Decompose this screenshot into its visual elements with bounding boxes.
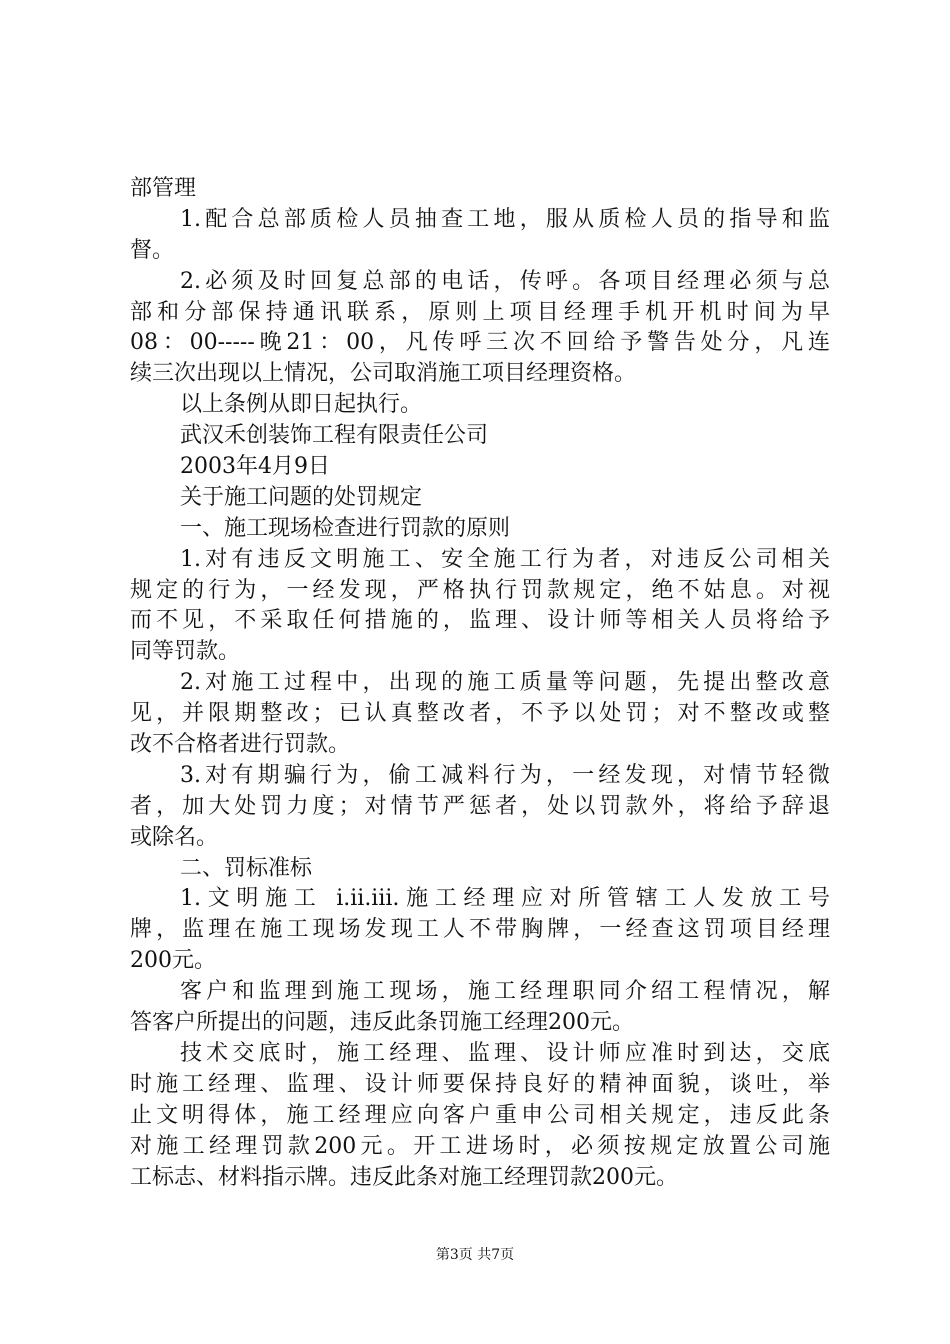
text-line: 2.必须及时回复总部的电话，传呼。各项目经理必须与总: [180, 268, 830, 294]
text-line: 者，加大处罚力度；对情节严惩者，处以罚款外，将给予辞退: [130, 793, 830, 819]
text-line: 工标志、材料指示牌。违反此条对施工经理罚款200元。: [130, 1164, 678, 1190]
text-line: 而不见，不采取任何措施的，监理、设计师等相关人员将给予: [130, 608, 830, 634]
text-line: 200元。: [130, 948, 216, 974]
text-line: 或除名。: [130, 824, 219, 850]
text-line: 1.配合总部质检人员抽查工地，服从质检人员的指导和监: [180, 206, 830, 232]
text-line: 1.文明施工 i.ii.iii.施工经理应对所管辖工人发放工号: [180, 886, 830, 912]
text-line: 部管理: [130, 176, 197, 201]
text-line: 二、罚标准标: [180, 855, 313, 881]
text-line: 规定的行为，一经发现，严格执行罚款规定，绝不姑息。对视: [130, 577, 830, 603]
text-line: 见，并限期整改；已认真整改者，不予以处罚；对不整改或整: [130, 701, 830, 727]
text-line: 2.对施工过程中，出现的施工质量等问题，先提出整改意: [180, 670, 830, 696]
text-line: 技术交底时，施工经理、监理、设计师应准时到达，交底: [180, 1040, 830, 1066]
text-line: 续三次出现以上情况，公司取消施工项目经理资格。: [130, 361, 637, 387]
text-line: 牌，监理在施工现场发现工人不带胸牌，一经查这罚项目经理: [130, 917, 830, 943]
page-footer: 第3页 共7页: [435, 1247, 515, 1263]
text-line: 1.对有违反文明施工、安全施工行为者，对违反公司相关: [180, 546, 830, 572]
text-line: 同等罚款。: [130, 639, 241, 665]
text-line: 2003年4月9日: [180, 454, 330, 480]
document-body: [130, 174, 830, 1193]
text-line: 答客户所提出的问题，违反此条罚施工经理200元。: [130, 1010, 634, 1036]
text-line: 武汉禾创装饰工程有限责任公司: [180, 423, 489, 449]
text-line: 部和分部保持通讯联系，原则上项目经理手机开机时间为早: [130, 299, 830, 325]
text-line: 督。: [130, 237, 175, 263]
text-line: 以上条例从即日起执行。: [180, 392, 423, 418]
text-line: 08：00-----晚21：00，凡传呼三次不回给予警告处分，凡连: [130, 330, 830, 356]
text-line: 时施工经理、监理、设计师要保持良好的精神面貌，谈吐，举: [130, 1071, 830, 1097]
text-line: 客户和监理到施工现场，施工经理职同介绍工程情况，解: [180, 979, 830, 1005]
text-line: 3.对有期骗行为，偷工减料行为，一经发现，对情节轻微: [180, 762, 830, 788]
text-line: 改不合格者进行罚款。: [130, 732, 351, 758]
text-line: 止文明得体，施工经理应向客户重申公司相关规定，违反此条: [130, 1102, 830, 1128]
text-line: 一、施工现场检查进行罚款的原则: [180, 515, 511, 541]
text-line: 关于施工问题的处罚规定: [180, 484, 423, 510]
text-line: 对施工经理罚款200元。开工进场时，必须按规定放置公司施: [130, 1133, 830, 1159]
